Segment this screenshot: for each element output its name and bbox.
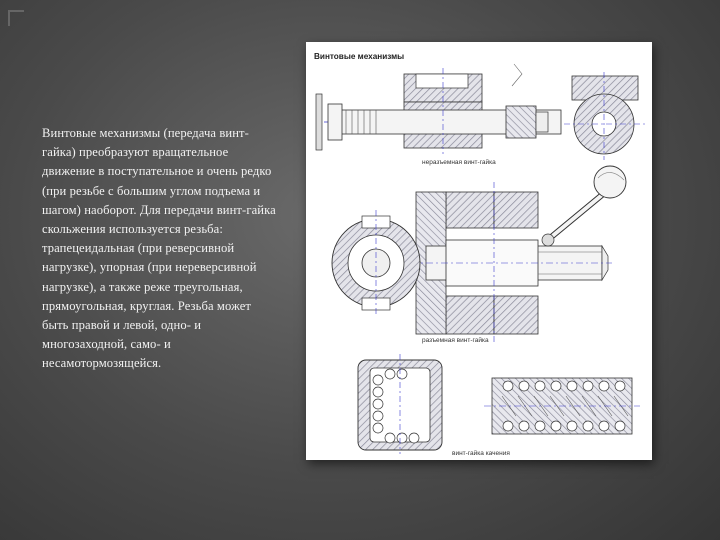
mechanism-drawing	[306, 42, 652, 460]
non-split-screw-nut-drawing	[316, 64, 646, 166]
slide-body-text: Винтовые механизмы (передача винт-гайка) преобразуют вращательное движение в поступательное и очень редко (при резьбе с большим углом подъема и шагом) наоборот. Для передачи винт-гайка скольжения используется резьба: трапецеидальная (при реверсивной нагрузке), упорная (при нереверсивной нагрузке), а также реже треугольная, прямоугольная, круглая. Резьба может быть правой и левой, одно- и многозаходной, само- и несамотормозящейся.	[42, 126, 276, 371]
ball-screw-drawing	[358, 354, 640, 457]
caption-split: разъемная винт-гайка	[422, 337, 489, 344]
mechanism-figure	[306, 42, 652, 460]
split-screw-nut-drawing	[332, 166, 626, 344]
slide-corner-decoration	[8, 10, 24, 26]
figure-title: Винтовые механизмы	[314, 52, 405, 61]
caption-ball-screw: винт-гайка качения	[452, 450, 510, 457]
caption-non-split: неразъемная винт-гайка	[422, 159, 496, 166]
